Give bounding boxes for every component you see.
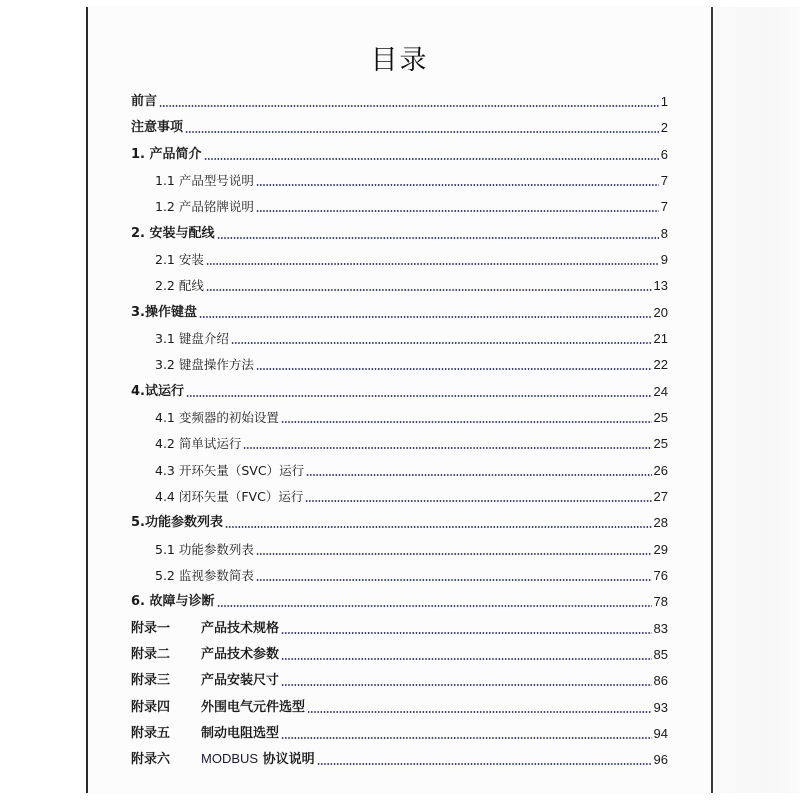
toc-page-number: 28 [653,515,668,530]
toc-entry[interactable] [131,380,668,400]
dot-leader [204,158,659,160]
toc-entry-appendix[interactable] [131,748,668,768]
toc-entry[interactable] [131,90,668,110]
toc-page-number: 1 [660,94,668,109]
toc-entry-label: 3.2 键盘操作方法 [155,357,254,372]
dot-leader [305,500,651,502]
dot-leader [256,184,659,186]
toc-entry-label: 产品技术规格 [201,621,280,636]
dot-leader [217,605,652,607]
toc-page-number: 29 [653,542,668,557]
toc-page-number: 26 [653,463,668,478]
toc-entry-label: 1. 产品简介 [131,147,202,162]
dot-leader [281,684,652,686]
toc-entry[interactable] [131,248,668,268]
dot-leader [243,447,651,449]
toc-page-number: 20 [653,305,668,320]
toc-entry-label: 4.1 变频器的初始设置 [155,410,279,425]
toc-entry-label: 产品技术参数 [201,647,280,662]
toc-page-number: 9 [660,252,668,267]
toc-entry-label: 1.2 产品铭牌说明 [155,199,254,214]
toc-page-number: 86 [653,673,668,688]
appendix-prefix: 附录六 [131,752,171,767]
toc-entry[interactable] [131,143,668,163]
dot-leader [317,763,652,765]
toc-entry-label: 制动电阻选型 [201,726,280,741]
appendix-prefix: 附录四 [131,700,171,715]
dot-leader [256,579,652,581]
dot-leader [306,474,651,476]
toc-entry-label: 2.1 安装 [155,252,204,267]
toc-entry-label: 协议说明 [258,752,315,767]
dot-leader [185,131,659,133]
toc-page-number: 96 [653,752,668,767]
dot-leader [206,289,652,291]
toc-entry[interactable] [131,169,668,189]
toc-entry-label: 4.3 开环矢量（SVC）运行 [155,463,305,478]
dot-leader [307,711,652,713]
toc-entry-appendix[interactable] [131,696,668,716]
toc-page-number: 21 [653,331,668,346]
toc-entry-appendix[interactable] [131,722,668,742]
dot-leader [186,395,652,397]
toc-page-number: 25 [653,410,668,425]
toc-entry[interactable] [131,538,668,558]
toc-page-number: 25 [653,436,668,451]
dot-leader [256,553,652,555]
toc-entry-label: 注意事项 [131,120,184,135]
toc-entry[interactable] [131,432,668,452]
toc-entry-label: 5.2 监视参数简表 [155,568,254,583]
toc-entry-appendix[interactable] [131,669,668,689]
appendix-prefix: 附录一 [131,621,171,636]
toc-entry[interactable] [131,327,668,347]
toc-entry[interactable] [131,116,668,136]
dot-leader [256,368,652,370]
toc-entry-label: 5.功能参数列表 [131,515,223,530]
toc-page-number: 22 [653,357,668,372]
dot-leader [281,737,652,739]
appendix-prefix: 附录三 [131,673,171,688]
toc-entry[interactable] [131,222,668,242]
dot-leader [281,421,652,423]
toc-entry-label: 2.2 配线 [155,278,204,293]
toc-entry-label-latin: MODBUS [201,751,259,766]
toc-entry[interactable] [131,511,668,531]
toc-page-number: 78 [653,594,668,609]
adjacent-page-shadow [715,7,800,793]
dot-leader [281,632,652,634]
toc-page-number: 8 [660,226,668,241]
toc-entry[interactable] [131,459,668,479]
toc-entry[interactable] [131,406,668,426]
dot-leader [281,658,652,660]
toc-page-number: 85 [653,647,668,662]
toc-entry-label: 外围电气元件选型 [201,700,306,715]
toc-entry[interactable] [131,301,668,321]
toc-entry-label: 6. 故障与诊断 [131,594,215,609]
toc-page-number: 93 [653,700,668,715]
toc-page-number: 2 [660,120,668,135]
toc-entry[interactable] [131,564,668,584]
toc-entry-appendix[interactable] [131,643,668,663]
toc-page-number: 24 [653,384,668,399]
toc-page-number: 83 [653,621,668,636]
appendix-prefix: 附录五 [131,726,171,741]
toc-page-number: 6 [660,147,668,162]
toc-entry-label: 4.4 闭环矢量（FVC）运行 [155,489,304,504]
toc-entry-label: 3.1 键盘介绍 [155,331,229,346]
toc-page-number: 27 [653,489,668,504]
toc-entry-label: 前言 [131,94,158,109]
dot-leader [225,526,652,528]
toc-page-number: 13 [653,278,668,293]
toc-entry[interactable] [131,485,668,505]
toc-entry-label: 产品安装尺寸 [201,673,280,688]
dot-leader [231,342,652,344]
dot-leader [217,237,659,239]
toc-entry-label: 4.试运行 [131,384,184,399]
toc-entry[interactable] [131,274,668,294]
toc-entry-label: 2. 安装与配线 [131,226,215,241]
toc-page-number: 94 [653,726,668,741]
appendix-prefix: 附录二 [131,647,171,662]
toc-page-number: 7 [660,199,668,214]
toc-entry-label: 1.1 产品型号说明 [155,173,254,188]
toc-entry-label: 4.2 简单试运行 [155,436,242,451]
dot-leader [159,105,659,107]
dot-leader [199,316,652,318]
toc-entry-appendix[interactable] [131,617,668,637]
toc-entry-label: 5.1 功能参数列表 [155,542,254,557]
dot-leader [256,210,659,212]
toc-entry[interactable] [131,353,668,373]
toc-entry[interactable] [131,195,668,215]
dot-leader [206,263,659,265]
toc-page-number: 7 [660,173,668,188]
toc-entry-label: 3.操作键盘 [131,305,197,320]
page-title: 目录 [370,45,429,76]
toc-page-number: 76 [653,568,668,583]
toc-entry[interactable] [131,590,668,610]
